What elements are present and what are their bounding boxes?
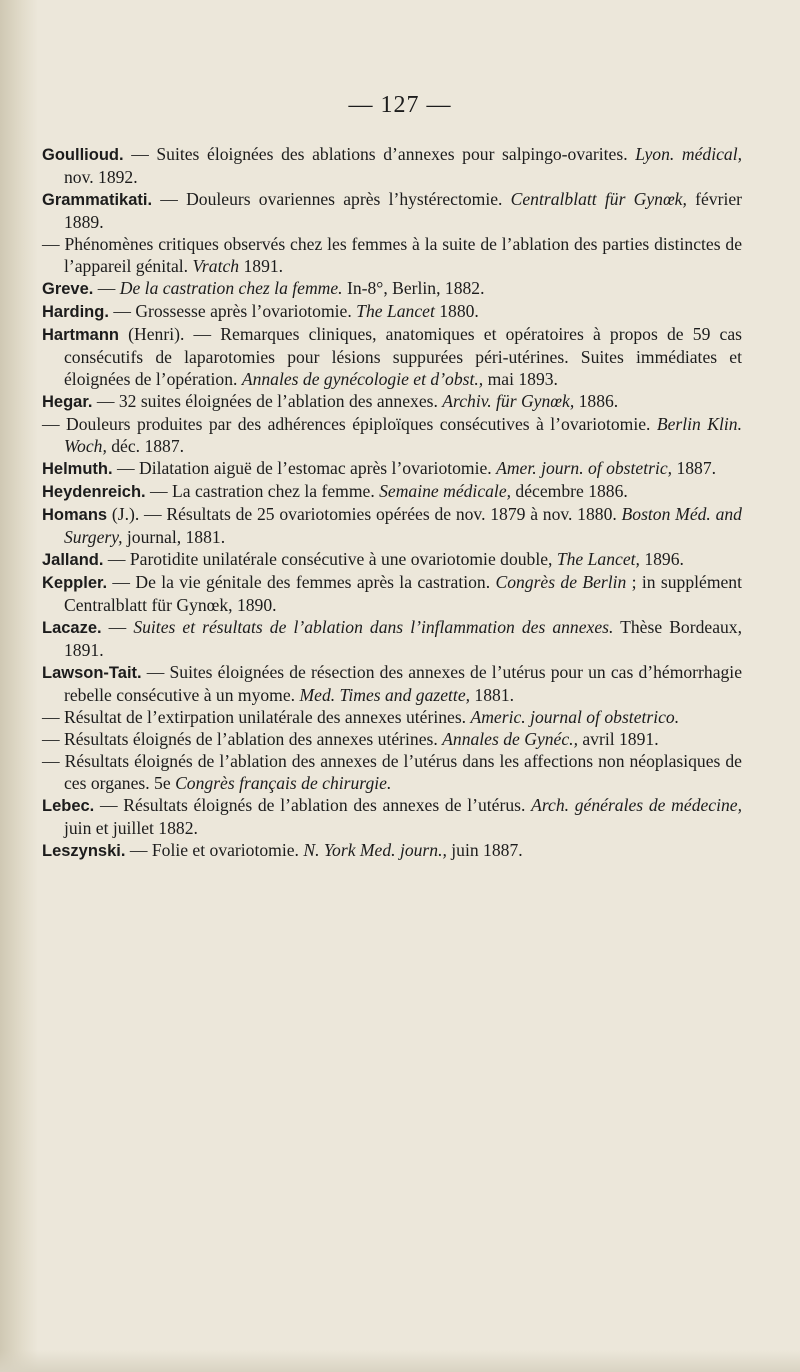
entry-source: N. York Med. journ., [303, 840, 447, 860]
bibliography-entry [42, 616, 742, 661]
entry-source: Congrès français de chirurgie. [175, 773, 392, 793]
entry-text: (Henri). — Remarques cliniques, anatomiques et opératoires à propos de 59 cas consécutifs de laparotomies pour lésions suppurées péri-utérines. Suites immédiates et éloignées de l’opération. [64, 324, 742, 389]
bibliography-entry [42, 300, 742, 323]
entry-source: Centralblatt für Gynœk, [510, 189, 687, 209]
entry-details: 1886. [574, 391, 619, 411]
entry-author: Hegar. [42, 393, 93, 411]
entry-details: 1880. [434, 301, 479, 321]
entry-details: Thèse Bordeaux, 1891. [64, 617, 742, 660]
entry-text: — Suites éloignées de résection des annexes de l’utérus pour un cas d’hémorrhagie rebelle consécutive à un myome. [64, 662, 742, 705]
entry-text: (J.). — Résultats de 25 ovariotomies opérées de nov. 1879 à nov. 1880. [107, 504, 622, 524]
entry-source: Berlin Klin. Woch, [64, 414, 742, 456]
entry-source: The Lancet, [556, 549, 640, 569]
entry-text: — Folie et ovariotomie. [125, 840, 304, 860]
bibliography-list [42, 143, 742, 862]
entry-text: — De la vie génitale des femmes après la castration. [107, 572, 496, 592]
bibliography-entry [42, 503, 742, 548]
entry-source: Americ. journal of obstetrico. [470, 707, 680, 727]
entry-details: 1887. [672, 458, 717, 478]
bibliography-entry [42, 323, 742, 390]
entry-text: — La castration chez la femme. [145, 481, 380, 501]
entry-source: Suites et résultats de l’ablation dans l’inflammation des annexes. [133, 617, 614, 637]
entry-author: Jalland. [42, 551, 104, 569]
entry-source: Vratch [192, 256, 240, 276]
entry-details: juin et juillet 1882. [64, 818, 198, 838]
bibliography-entry [42, 233, 742, 277]
page-bottom-edge [0, 1350, 800, 1372]
bibliography-entry [42, 728, 742, 750]
entry-text: — Résultats éloignés de l’ablation des annexes de l’utérus. [94, 795, 532, 815]
bibliography-entry [42, 480, 742, 503]
bibliography-entry [42, 277, 742, 300]
entry-author: Goullioud. [42, 146, 124, 164]
entry-text: — Parotidite unilatérale consécutive à une ovariotomie double, [103, 549, 557, 569]
entry-text: — Dilatation aiguë de l’estomac après l’ovariotomie. [112, 458, 497, 478]
entry-author: Harding. [42, 303, 109, 321]
entry-author: Greve. [42, 280, 94, 298]
bibliography-entry [42, 571, 742, 616]
entry-details: 1891. [239, 256, 284, 276]
entry-details: juin 1887. [446, 840, 523, 860]
bibliography-entry [42, 413, 742, 457]
entry-text: — Douleurs ovariennes après l’hystérectomie. [152, 189, 511, 209]
entry-author: Lebec. [42, 797, 95, 815]
entry-source: Annales de Gynéc., [442, 729, 578, 749]
entry-source: Arch. générales de médecine, [531, 795, 743, 815]
entry-author: Heydenreich. [42, 483, 146, 501]
entry-details: avril 1891. [577, 729, 659, 749]
entry-details: mai 1893. [483, 369, 558, 389]
entry-source: Lyon. médical, [635, 144, 742, 164]
bibliography-entry [42, 188, 742, 233]
bibliography-entry [42, 390, 742, 413]
entry-source: The Lancet [356, 301, 435, 321]
entry-text: — Résultat de l’extirpation unilatérale des annexes utérines. [42, 707, 471, 727]
entry-source: Amer. journ. of obstetric, [496, 458, 673, 478]
entry-source: Archiv. für Gynœk, [442, 391, 575, 411]
entry-details: journal, 1881. [122, 527, 226, 547]
bibliography-entry [42, 143, 742, 188]
entry-source: Boston Méd. and Surgery, [64, 504, 742, 547]
entry-author: Lacaze. [42, 619, 102, 637]
entry-details: 1881. [470, 685, 515, 705]
bibliography-entry [42, 794, 742, 839]
entry-details: nov. 1892. [64, 167, 138, 187]
bibliography-entry [42, 661, 742, 706]
entry-source: Annales de gynécologie et d’obst., [241, 369, 484, 389]
bibliography-entry [42, 706, 742, 728]
page-gutter-shadow [0, 0, 38, 1372]
entry-text: — Grossesse après l’ovariotomie. [108, 301, 357, 321]
entry-details: ; in supplément Centralblatt für Gynœk, 1890. [64, 572, 742, 615]
entry-source: Congrès de Berlin [495, 572, 627, 592]
entry-text: — Phénomènes critiques observés chez les femmes à la suite de l’ablation des parties distinctes de l’appareil génital. [42, 234, 742, 276]
entry-author: Homans [42, 506, 108, 524]
entry-text: — Douleurs produites par des adhérences épiploïques consécutives à l’ovariotomie. [42, 414, 657, 434]
entry-details: décembre 1886. [511, 481, 628, 501]
bibliography-entry [42, 839, 742, 862]
entry-author: Grammatikati. [42, 191, 153, 209]
bibliography-entry [42, 548, 742, 571]
entry-details: 1896. [639, 549, 684, 569]
entry-source: Med. Times and gazette, [299, 685, 471, 705]
entry-details: février 1889. [64, 189, 743, 232]
entry-text: — Suites éloignées des ablations d’annexes pour salpingo-ovarites. [123, 144, 636, 164]
entry-details: déc. 1887. [106, 436, 185, 456]
entry-author: Leszynski. [42, 842, 126, 860]
entry-text: — Résultats éloignés de l’ablation des annexes de l’utérus dans les affections non néoplasiques de ces organes. 5e [42, 751, 742, 793]
entry-text: — [93, 278, 120, 298]
bibliography-entry [42, 457, 742, 480]
bibliography-entry [42, 750, 742, 794]
entry-text: — Résultats éloignés de l’ablation des annexes utérines. [42, 729, 443, 749]
entry-text: — [101, 617, 134, 637]
entry-source: De la castration chez la femme. [119, 278, 343, 298]
entry-author: Helmuth. [42, 460, 113, 478]
entry-author: Hartmann [42, 326, 120, 344]
entry-source: Semaine médicale, [379, 481, 512, 501]
entry-details: In-8°, Berlin, 1882. [342, 278, 485, 298]
page-number: — 127 — [348, 92, 452, 118]
entry-author: Lawson-Tait. [42, 664, 142, 682]
entry-author: Keppler. [42, 574, 108, 592]
entry-text: — 32 suites éloignées de l’ablation des annexes. [92, 391, 443, 411]
